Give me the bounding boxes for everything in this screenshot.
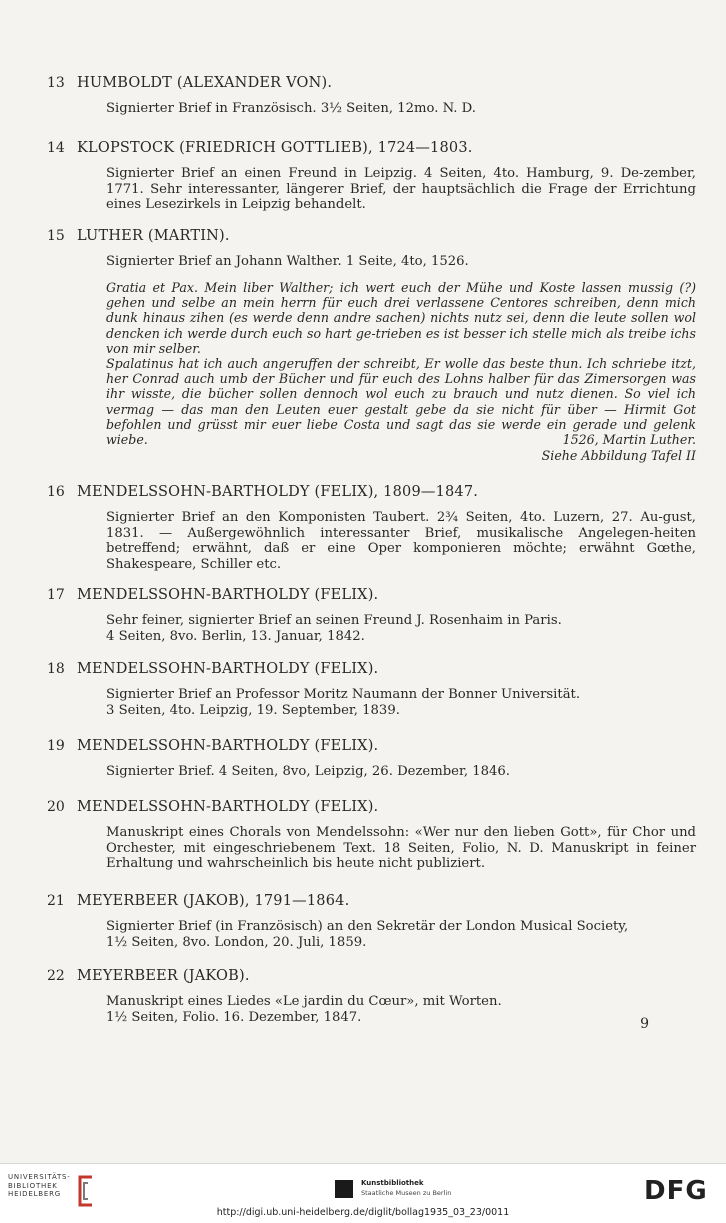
luther-signature: 1526, Martin Luther. xyxy=(562,432,696,447)
entry-number: 14 xyxy=(47,140,65,156)
entry-number: 13 xyxy=(47,75,65,91)
entry-body xyxy=(106,687,696,718)
luther-quote-1: Gratia et Pax. Mein liber Walther; ich wert euch der Mühe und Koste lassen mussig (?) gehen und selbe an mein herrn für euch drei verlassene Centores schreiben, denn mich dunk hinaus zihen (es werde denn andre sachen) nichts nutz sei, denn die leute sollen wol dencken ich werde durch euch so hart ge-trieben es ist besser ich stelle mich als treibe ichs von mir selber. xyxy=(106,280,696,356)
entry-heading: MENDELSSOHN-BARTHOLDY (FELIX), 1809—1847. xyxy=(77,484,479,500)
luther-quote-2: Spalatinus hat ich auch angeruffen der schreibt, Er wolle das beste thun. Ich schriebe itzt, her Conrad auch umb der Bücher und für euch des Lohns halber für das Zimersorgen was ihr wisste, die bücher sollen dennoch wol euch zu brauch und nutz dienen. So viel ich vermag — das man den Leuten euer gestalt gebe da sie nicht für über — Hirmit Got befohlen und grüsst mir euer liebe Costa und sagt das sie werde ein gerade und gelenk wiebe. xyxy=(106,356,696,448)
entry-body xyxy=(106,254,696,270)
entry-line: 1½ Seiten, Folio. 16. Dezember, 1847. xyxy=(106,1009,362,1025)
entry-heading: KLOPSTOCK (FRIEDRICH GOTTLIEB), 1724—1803. xyxy=(77,140,473,156)
entry-number: 20 xyxy=(47,799,65,815)
ub-line-1: UNIVERSITÄTS- xyxy=(8,1173,71,1181)
ub-line-3: HEIDELBERG xyxy=(8,1190,61,1198)
entry-line: Signierter Brief. 4 Seiten, 8vo, Leipzig, 26. Dezember, 1846. xyxy=(106,764,510,779)
entry-number: 19 xyxy=(47,738,65,754)
entry-body: Signierter Brief an einen Freund in Leipzig. 4 Seiten, 4to. Hamburg, 9. De-zember, 1771. Sehr interessanter, längerer Brief, der hauptsächlich die Frage der Errichtung eines Lesezirkels in Leipzig behandelt. xyxy=(106,166,696,213)
kb-subtitle: Staatliche Museen zu Berlin xyxy=(361,1189,452,1197)
entry-body xyxy=(106,101,696,117)
entry-heading: MENDELSSOHN-BARTHOLDY (FELIX). xyxy=(77,799,379,815)
entry-number: 17 xyxy=(47,587,65,603)
kb-square-icon xyxy=(335,1180,353,1198)
entry-number: 18 xyxy=(47,661,65,677)
ub-heidelberg-logo[interactable] xyxy=(8,1173,98,1209)
entry-line: Signierter Brief (in Französisch) an den Sekretär der London Musical Society, xyxy=(106,919,629,934)
entry-body xyxy=(106,994,696,1025)
entry-heading: MENDELSSOHN-BARTHOLDY (FELIX). xyxy=(77,587,379,603)
dfg-logo[interactable]: DFG xyxy=(644,1176,708,1206)
entry-line: Signierter Brief an Professor Moritz Naumann der Bonner Universität. xyxy=(106,687,581,702)
entry-body xyxy=(106,764,696,780)
plate-reference: Siehe Abbildung Tafel II xyxy=(541,448,696,463)
ub-emblem-icon xyxy=(70,1173,98,1209)
entry-number: 16 xyxy=(47,484,65,500)
entry-line: 1½ Seiten, 8vo. London, 20. Juli, 1859. xyxy=(106,934,367,950)
entry-number: 15 xyxy=(47,228,65,244)
ub-line-2: BIBLIOTHEK xyxy=(8,1181,58,1190)
entry-line: Sehr feiner, signierter Brief an seinen Freund J. Rosenhaim in Paris. xyxy=(106,613,562,628)
entry-heading: HUMBOLDT (ALEXANDER VON). xyxy=(77,75,333,91)
entry-body: Signierter Brief an den Komponisten Taubert. 2¾ Seiten, 4to. Luzern, 27. Au-gust, 1831. — Außergewöhnlich interessanter Brief, musikalische Angelegen-heiten betreffend; erwähnt, daß er eine Oper komponieren möchte; erwähnt Gœthe, Shakespeare, Schiller etc. xyxy=(106,510,696,572)
entry-body: Manuskript eines Chorals von Mendelssohn: «Wer nur den lieben Gott», für Chor und Orchester, mit eingeschriebenem Text. 18 Seiten, Folio, N. D. Manuskript in feiner Erhaltung und wahrscheinlich bis heute nicht publiziert. xyxy=(106,825,696,872)
entry-body xyxy=(106,613,696,644)
entry-body xyxy=(106,919,696,950)
entry-line: 3 Seiten, 4to. Leipzig, 19. September, 1839. xyxy=(106,702,400,718)
entry-line: Signierter Brief in Französisch. 3½ Seiten, 12mo. N. D. xyxy=(106,101,476,116)
entry-heading: MEYERBEER (JAKOB). xyxy=(77,968,250,984)
entry-heading: MENDELSSOHN-BARTHOLDY (FELIX). xyxy=(77,738,379,754)
entry-heading: LUTHER (MARTIN). xyxy=(77,228,230,244)
entry-number: 21 xyxy=(47,893,65,909)
entry-number: 22 xyxy=(47,968,65,984)
entry-line: 4 Seiten, 8vo. Berlin, 13. Januar, 1842. xyxy=(106,628,365,644)
entry-line: Manuskript eines Liedes «Le jardin du Cœur», mit Worten. xyxy=(106,994,502,1009)
permalink-url[interactable]: http://digi.ub.uni-heidelberg.de/diglit/bollag1935_03_23/0011 xyxy=(216,1207,510,1218)
kb-title: Kunstbibliothek xyxy=(361,1179,424,1187)
entry-line: Signierter Brief an Johann Walther. 1 Seite, 4to, 1526. xyxy=(106,254,469,269)
entry-heading: MEYERBEER (JAKOB), 1791—1864. xyxy=(77,893,350,909)
page-number: 9 xyxy=(640,1016,649,1032)
entry-heading: MENDELSSOHN-BARTHOLDY (FELIX). xyxy=(77,661,379,677)
